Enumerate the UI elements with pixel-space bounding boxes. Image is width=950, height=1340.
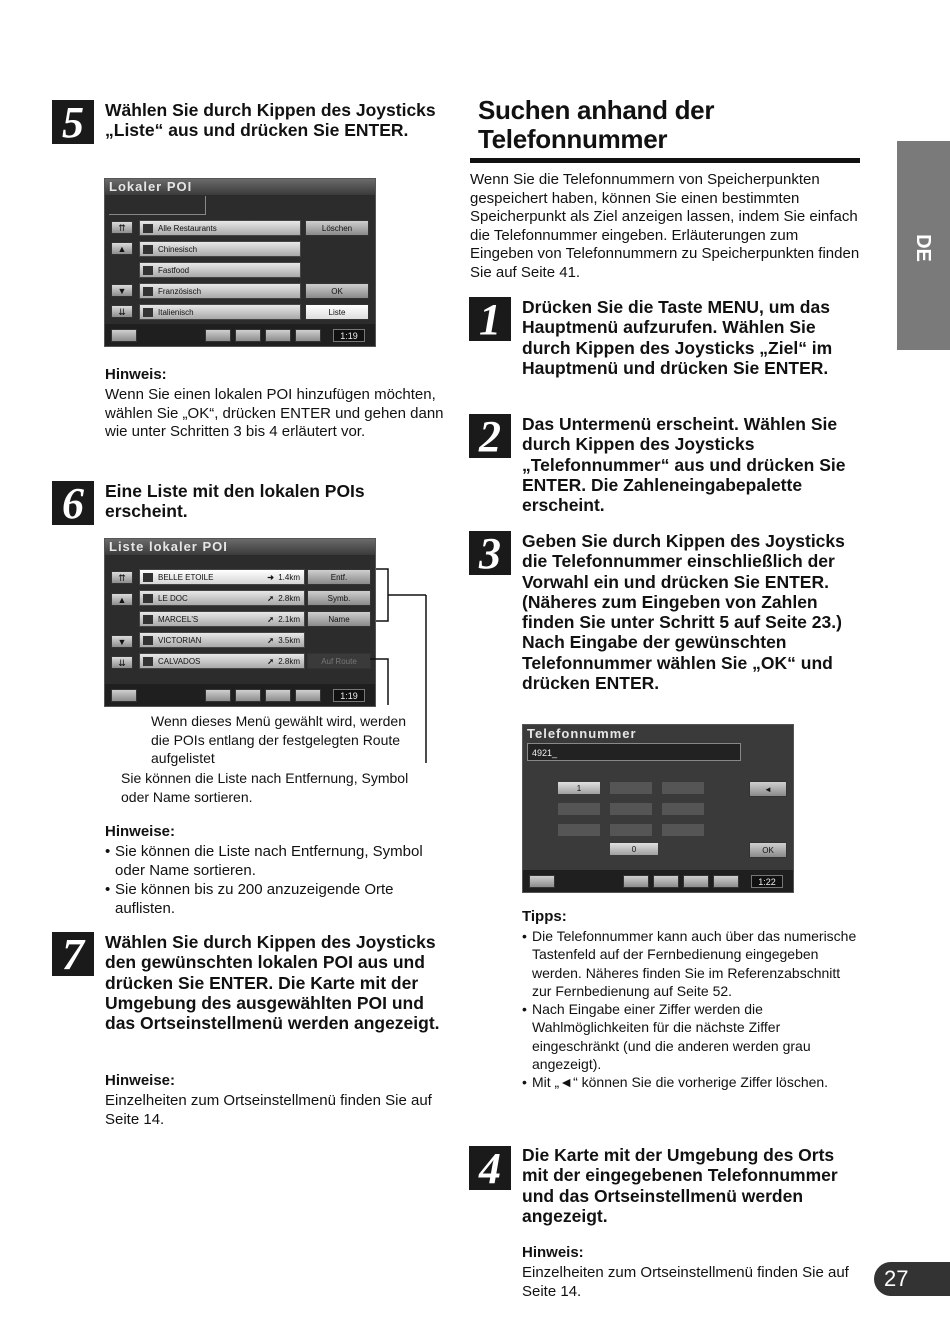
step-6-text: Eine Liste mit den lokalen POIs erscheint. — [105, 481, 365, 522]
poi-distance: 2.8km — [278, 657, 300, 666]
poi-icon — [143, 573, 153, 582]
list-item[interactable] — [139, 262, 301, 278]
tab-indicator — [109, 196, 206, 215]
tips — [522, 908, 860, 1092]
keypad-button[interactable] — [609, 823, 653, 837]
scroll-top-button[interactable]: ⇈ — [111, 571, 133, 584]
intro-text: Wenn Sie die Telefonnummern von Speicherpunkten gespeichert haben, können Sie einen bestimmten Speicherpunkt als Ziel anzeigen lassen, indem Sie einfach die Telefonnummer eingeben. Erläuterungen zum Eingeben von Telefonnummern zu Speicherpunkten finden Sie auf Seite 41. — [470, 171, 860, 281]
nav-icon[interactable] — [235, 689, 261, 702]
nav-icon[interactable] — [683, 875, 709, 888]
step-4-number: 4 — [469, 1146, 511, 1190]
callout-route-text: Wenn dieses Menü gewählt wird, werden die POIs entlang der festgelegten Route aufgelistet — [151, 713, 406, 766]
list-item[interactable] — [139, 304, 301, 320]
scroll-down-button[interactable]: ▼ — [111, 284, 133, 297]
section-heading: Suchen anhand der Telefonnummer — [478, 95, 715, 154]
clock: 1:19 — [333, 329, 365, 342]
sort-symbol-button[interactable]: Symb. — [307, 590, 371, 606]
step-4-text: Die Karte mit der Umgebung des Orts mit der eingegebenen Telefonnummer und das Ortseinstellmenü werden angezeigt. — [522, 1145, 838, 1226]
back-icon[interactable] — [529, 875, 555, 888]
screen-title: Liste lokaler POI — [109, 539, 228, 554]
tips-list — [522, 927, 860, 1092]
nav-icon[interactable] — [235, 329, 261, 342]
step-2-number: 2 — [469, 414, 511, 458]
poi-name: BELLE ETOILE — [158, 573, 214, 582]
category-icon — [143, 308, 153, 317]
list-item[interactable] — [139, 283, 301, 299]
key-0-button[interactable]: 0 — [609, 842, 659, 856]
phone-input-field[interactable]: 4921_ — [527, 743, 741, 761]
scroll-top-button[interactable]: ⇈ — [111, 221, 133, 234]
list-item-label: Chinesisch — [158, 245, 198, 254]
note-text: Einzelheiten zum Ortseinstellmenü finden Sie auf Seite 14. — [105, 1092, 432, 1128]
direction-icon: ➜ — [267, 573, 274, 582]
note-item: • Sie können bis zu 200 anzuzeigende Orte auflisten. — [105, 880, 435, 918]
keypad-button[interactable] — [557, 802, 601, 816]
list-item-label: Französisch — [158, 287, 202, 296]
tip-item: • Mit „◄“ können Sie die vorherige Ziffer löschen. — [522, 1073, 860, 1091]
scroll-bottom-button[interactable]: ⇊ — [111, 656, 133, 669]
tip-item: • Die Telefonnummer kann auch über das numerische Tastenfeld auf der Fernbedienung eingegeben werden. Näheres finden Sie im Referenzabschnitt zur Fernbedienung auf Seite 52. — [522, 927, 860, 1000]
poi-icon — [143, 657, 153, 666]
sort-distance-button[interactable]: Entf. — [307, 569, 371, 585]
direction-icon: ➚ — [267, 615, 274, 624]
language-tab-label: DE — [912, 234, 934, 262]
direction-icon: ➚ — [267, 636, 274, 645]
scroll-down-button[interactable]: ▼ — [111, 635, 133, 648]
step-6-number: 6 — [52, 481, 94, 525]
key-1-button[interactable]: 1 — [557, 781, 601, 795]
heading-rule — [470, 158, 860, 163]
nav-icon[interactable] — [713, 875, 739, 888]
step-1-text: Drücken Sie die Taste MENU, um das Hauptmenü aufzurufen. Wählen Sie durch Kippen des Joysticks „Ziel“ im Hauptmenü und drücken Sie ENTER. — [522, 297, 833, 378]
nav-icon[interactable] — [205, 329, 231, 342]
note-heading: Hinweise: — [105, 1072, 176, 1089]
keypad-button[interactable] — [609, 781, 653, 795]
list-item-label: Fastfood — [158, 266, 190, 275]
tip-item: • Nach Eingabe einer Ziffer werden die Wahlmöglichkeiten für die nächste Ziffer eingeschränkt (und die anderen werden grau angezeigt). — [522, 1000, 860, 1073]
tips-heading: Tipps: — [522, 908, 567, 925]
note-step-5 — [105, 366, 445, 442]
callout-sort-text: Sie können die Liste nach Entfernung, Symbol oder Name sortieren. — [121, 770, 409, 805]
list-button[interactable]: Liste — [305, 304, 369, 320]
nav-icon[interactable] — [205, 689, 231, 702]
note-step-7 — [105, 1072, 445, 1129]
poi-row[interactable] — [139, 611, 305, 627]
list-item[interactable] — [139, 241, 301, 257]
notes-step-6 — [105, 823, 435, 918]
keypad-button[interactable] — [557, 823, 601, 837]
note-step-4 — [522, 1244, 862, 1301]
poi-icon — [143, 594, 153, 603]
step-7-number: 7 — [52, 932, 94, 976]
backspace-button[interactable]: ◄ — [749, 781, 787, 797]
poi-row[interactable] — [139, 653, 305, 669]
list-item-label: Italienisch — [158, 308, 194, 317]
ok-button[interactable]: OK — [749, 842, 787, 858]
list-item[interactable] — [139, 220, 301, 236]
nav-icon[interactable] — [265, 329, 291, 342]
keypad-button[interactable] — [661, 781, 705, 795]
route-button[interactable]: Auf Route — [307, 653, 371, 669]
note-heading: Hinweis: — [522, 1244, 584, 1261]
ok-button[interactable]: OK — [305, 283, 369, 299]
screen-title: Lokaler POI — [109, 179, 193, 194]
poi-row[interactable] — [139, 569, 305, 585]
note-heading: Hinweis: — [105, 366, 167, 383]
keypad-button[interactable] — [661, 823, 705, 837]
poi-icon — [143, 636, 153, 645]
scroll-bottom-button[interactable]: ⇊ — [111, 305, 133, 318]
direction-icon: ➚ — [267, 657, 274, 666]
screenshot-local-poi-list — [104, 538, 376, 707]
nav-icon[interactable] — [653, 875, 679, 888]
screenshot-phone-number — [522, 724, 794, 893]
screenshot-local-poi — [104, 178, 376, 347]
screen-title: Telefonnummer — [527, 726, 637, 741]
category-icon — [143, 287, 153, 296]
note-text: Wenn Sie einen lokalen POI hinzufügen möchten, wählen Sie „OK“, drücken ENTER und gehen dann wie unter Schritten 3 bis 4 erläutert vor. — [105, 386, 444, 440]
poi-distance: 2.1km — [278, 615, 300, 624]
delete-button[interactable]: Löschen — [305, 220, 369, 236]
step-1-number: 1 — [469, 297, 511, 341]
list-item-label: Alle Restaurants — [158, 224, 217, 233]
nav-icon[interactable] — [265, 689, 291, 702]
poi-name: VICTORIAN — [158, 636, 202, 645]
poi-name: CALVADOS — [158, 657, 201, 666]
category-icon — [143, 224, 153, 233]
clock: 1:22 — [751, 875, 783, 888]
clock: 1:19 — [333, 689, 365, 702]
poi-name: MARCEL'S — [158, 615, 199, 624]
keypad-button[interactable] — [661, 802, 705, 816]
category-icon — [143, 245, 153, 254]
direction-icon: ➚ — [267, 594, 274, 603]
nav-icon[interactable] — [623, 875, 649, 888]
keypad-button[interactable] — [609, 802, 653, 816]
step-3-text: Geben Sie durch Kippen des Joysticks die Telefonnummer einschließlich der Vorwahl ein und drücken Sie ENTER. (Näheres zum Eingeben von Zahlen finden Sie unter Schritt 5 auf Seite 23.) Nach Eingabe der gewünschten Telefonnummer wählen Sie „OK“ und drücken ENTER. — [522, 531, 845, 694]
poi-distance: 1.4km — [278, 573, 300, 582]
page-number: 27 — [874, 1262, 950, 1296]
note-item: • Sie können die Liste nach Entfernung, Symbol oder Name sortieren. — [105, 842, 435, 880]
sort-name-button[interactable]: Name — [307, 611, 371, 627]
poi-distance: 3.5km — [278, 636, 300, 645]
step-2-text: Das Untermenü erscheint. Wählen Sie durch Kippen des Joysticks „Telefonnummer“ aus und drücken Sie ENTER. Die Zahleneingabepalette erscheint. — [522, 414, 846, 516]
poi-row[interactable] — [139, 632, 305, 648]
poi-distance: 2.8km — [278, 594, 300, 603]
note-list — [105, 842, 435, 918]
nav-icon[interactable] — [295, 329, 321, 342]
back-icon[interactable] — [111, 689, 137, 702]
note-heading: Hinweise: — [105, 823, 176, 840]
step-3-number: 3 — [469, 531, 511, 575]
step-5-text: Wählen Sie durch Kippen des Joysticks „Liste“ aus und drücken Sie ENTER. — [105, 100, 436, 141]
back-icon[interactable] — [111, 329, 137, 342]
category-icon — [143, 266, 153, 275]
nav-icon[interactable] — [295, 689, 321, 702]
poi-row[interactable] — [139, 590, 305, 606]
language-tab — [897, 141, 950, 350]
scroll-up-button[interactable]: ▲ — [111, 593, 133, 606]
note-text: Einzelheiten zum Ortseinstellmenü finden Sie auf Seite 14. — [522, 1264, 849, 1300]
poi-name: LE DOC — [158, 594, 188, 603]
step-5-number: 5 — [52, 100, 94, 144]
scroll-up-button[interactable]: ▲ — [111, 242, 133, 255]
poi-icon — [143, 615, 153, 624]
step-7-text: Wählen Sie durch Kippen des Joysticks den gewünschten lokalen POI aus und drücken Sie ENTER. Die Karte mit der Umgebung des ausgewählten POI und das Ortseinstellmenü werden angezeigt. — [105, 932, 440, 1034]
